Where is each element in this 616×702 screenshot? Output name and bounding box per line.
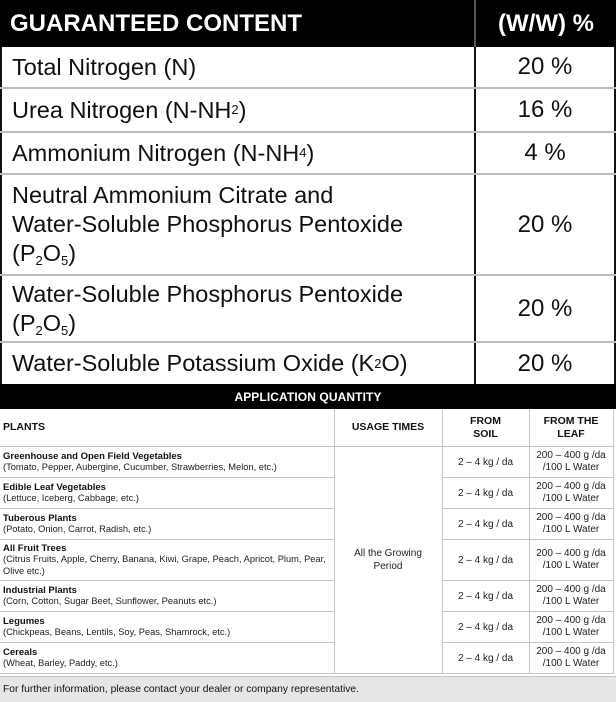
plant-title: Legumes xyxy=(3,615,45,627)
plant-cell xyxy=(0,509,334,540)
content-name: Ammonium Nitrogen (N-NH 4 ) xyxy=(0,133,476,173)
header-line: FROM xyxy=(470,414,501,427)
plant-title: Greenhouse and Open Field Vegetables xyxy=(3,450,182,462)
content-value: 4 % xyxy=(476,133,616,173)
plant-cell xyxy=(0,612,334,643)
content-value: 16 % xyxy=(476,89,616,131)
content-name-line: Water-Soluble Phosphorus Pentoxide xyxy=(12,280,404,307)
content-name xyxy=(0,276,476,341)
table-row xyxy=(0,509,613,540)
column-header-from-soil xyxy=(442,409,529,447)
application-quantity-table xyxy=(0,409,614,674)
leaf-dose xyxy=(529,478,613,509)
table-row xyxy=(0,643,613,674)
plant-cell xyxy=(0,447,334,478)
guaranteed-content-header xyxy=(0,0,616,47)
plant-title: Cereals xyxy=(3,646,38,658)
table-row xyxy=(0,478,613,509)
table-row xyxy=(0,447,613,478)
content-name-line: Neutral Ammonium Citrate and xyxy=(12,182,334,208)
table-row xyxy=(0,581,613,612)
plant-cell xyxy=(0,478,334,509)
subscript: 5 xyxy=(61,253,69,268)
content-row-ammonium-nitrogen xyxy=(0,133,616,175)
leaf-dose xyxy=(529,509,613,540)
leaf-line: /100 L Water xyxy=(542,627,600,638)
column-header-plants: PLANTS xyxy=(0,409,334,447)
soil-dose: 2 – 4 kg / da xyxy=(442,478,529,509)
leaf-dose xyxy=(529,612,613,643)
plant-examples: (Potato, Onion, Carrot, Radish, etc.) xyxy=(3,524,152,534)
content-row-urea-nitrogen xyxy=(0,89,616,133)
content-name-text: Water-Soluble Potassium Oxide (K xyxy=(12,350,375,376)
leaf-line: 200 – 400 g /da xyxy=(536,512,606,523)
header-content-label: GUARANTEED CONTENT xyxy=(0,0,476,47)
subscript: 2 xyxy=(35,322,43,338)
leaf-line: /100 L Water xyxy=(542,560,600,571)
leaf-dose xyxy=(529,643,613,674)
header-line: LEAF xyxy=(557,427,585,440)
plant-examples: (Lettuce, Iceberg, Cabbage, etc.) xyxy=(3,493,139,503)
header-line: SOIL xyxy=(473,427,498,440)
leaf-dose xyxy=(529,447,613,478)
content-row-neutral-ammonium-citrate xyxy=(0,175,616,276)
leaf-line: /100 L Water xyxy=(542,658,600,669)
leaf-line: /100 L Water xyxy=(542,493,600,504)
content-value: 20 % xyxy=(476,276,616,341)
table-row xyxy=(0,612,613,643)
text: ) xyxy=(68,240,77,266)
application-quantity-title: APPLICATION QUANTITY xyxy=(0,384,616,409)
text: (P xyxy=(12,309,36,336)
usage-times-cell xyxy=(334,447,442,674)
plant-title: All Fruit Trees xyxy=(3,542,67,554)
content-name xyxy=(0,47,476,87)
content-name xyxy=(0,175,476,274)
soil-dose: 2 – 4 kg / da xyxy=(442,612,529,643)
content-row-total-nitrogen xyxy=(0,47,616,89)
usage-line: Period xyxy=(373,561,403,572)
table-row xyxy=(0,540,613,581)
plant-examples: (Corn, Cotton, Sugar Beet, Sunflower, Peanuts etc.) xyxy=(3,596,217,606)
usage-line: All the Growing xyxy=(354,548,422,559)
content-name-line xyxy=(12,309,403,338)
leaf-line: 200 – 400 g /da xyxy=(536,548,606,559)
plant-cell xyxy=(0,540,334,581)
content-row-water-soluble-phosphorus xyxy=(0,276,616,343)
leaf-line: 200 – 400 g /da xyxy=(536,646,606,657)
leaf-dose xyxy=(529,540,613,581)
soil-dose: 2 – 4 kg / da xyxy=(442,447,529,478)
content-name: Urea Nitrogen (N-NH 2 ) xyxy=(0,89,476,131)
plant-examples: (Chickpeas, Beans, Lentils, Soy, Peas, Shamrock, etc.) xyxy=(3,627,231,637)
soil-dose: 2 – 4 kg / da xyxy=(442,540,529,581)
content-name-text: ) xyxy=(238,96,247,123)
header-value-label: (W/W) % xyxy=(498,9,594,37)
text: ) xyxy=(68,309,77,336)
plant-examples: (Citrus Fruits, Apple, Cherry, Banana, Kiwi, Grape, Peach, Apricot, Plum, Pear, Olive etc.) xyxy=(3,554,326,576)
plant-title: Edible Leaf Vegetables xyxy=(3,481,106,493)
leaf-line: /100 L Water xyxy=(542,524,600,535)
leaf-dose xyxy=(529,581,613,612)
leaf-line: 200 – 400 g /da xyxy=(536,450,606,461)
header-line: FROM THE xyxy=(543,414,599,427)
content-value: 20 % xyxy=(476,175,616,274)
content-name-line xyxy=(12,239,403,268)
plant-cell xyxy=(0,581,334,612)
text: O xyxy=(42,240,62,266)
content-row-potassium-oxide xyxy=(0,343,616,384)
leaf-line: 200 – 400 g /da xyxy=(536,481,606,492)
content-name-text: Total Nitrogen (N) xyxy=(12,53,197,80)
content-name-text: Ammonium Nitrogen (N-NH xyxy=(12,139,300,166)
content-name-text: ) xyxy=(306,139,315,166)
plant-examples: (Tomato, Pepper, Aubergine, Cucumber, Strawberries, Melon, etc.) xyxy=(3,462,277,472)
column-header-from-leaf xyxy=(529,409,613,447)
soil-dose: 2 – 4 kg / da xyxy=(442,581,529,612)
content-value: 20 % xyxy=(476,47,616,87)
content-name-text: O) xyxy=(381,350,408,376)
content-name-text: Urea Nitrogen (N-NH xyxy=(12,96,232,123)
text: (P xyxy=(12,240,36,266)
soil-dose: 2 – 4 kg / da xyxy=(442,643,529,674)
plant-title: Industrial Plants xyxy=(3,584,77,596)
content-name-line: Water-Soluble Phosphorus Pentoxide xyxy=(12,211,404,237)
column-header-usage-times: USAGE TIMES xyxy=(334,409,442,447)
table-header-row xyxy=(0,409,613,447)
text: O xyxy=(42,309,62,336)
leaf-line: 200 – 400 g /da xyxy=(536,615,606,626)
leaf-line: 200 – 400 g /da xyxy=(536,584,606,595)
plant-title: Tuberous Plants xyxy=(3,512,77,524)
subscript: 2 xyxy=(35,253,43,268)
content-value: 20 % xyxy=(476,343,616,384)
soil-dose: 2 – 4 kg / da xyxy=(442,509,529,540)
footer-note: For further information, please contact your dealer or company representative. xyxy=(0,676,616,702)
leaf-line: /100 L Water xyxy=(542,596,600,607)
content-name: Water-Soluble Potassium Oxide (K 2 O) xyxy=(0,343,476,384)
leaf-line: /100 L Water xyxy=(542,462,600,473)
plant-cell xyxy=(0,643,334,674)
plant-examples: (Wheat, Barley, Paddy, etc.) xyxy=(3,658,118,668)
subscript: 5 xyxy=(61,322,69,338)
